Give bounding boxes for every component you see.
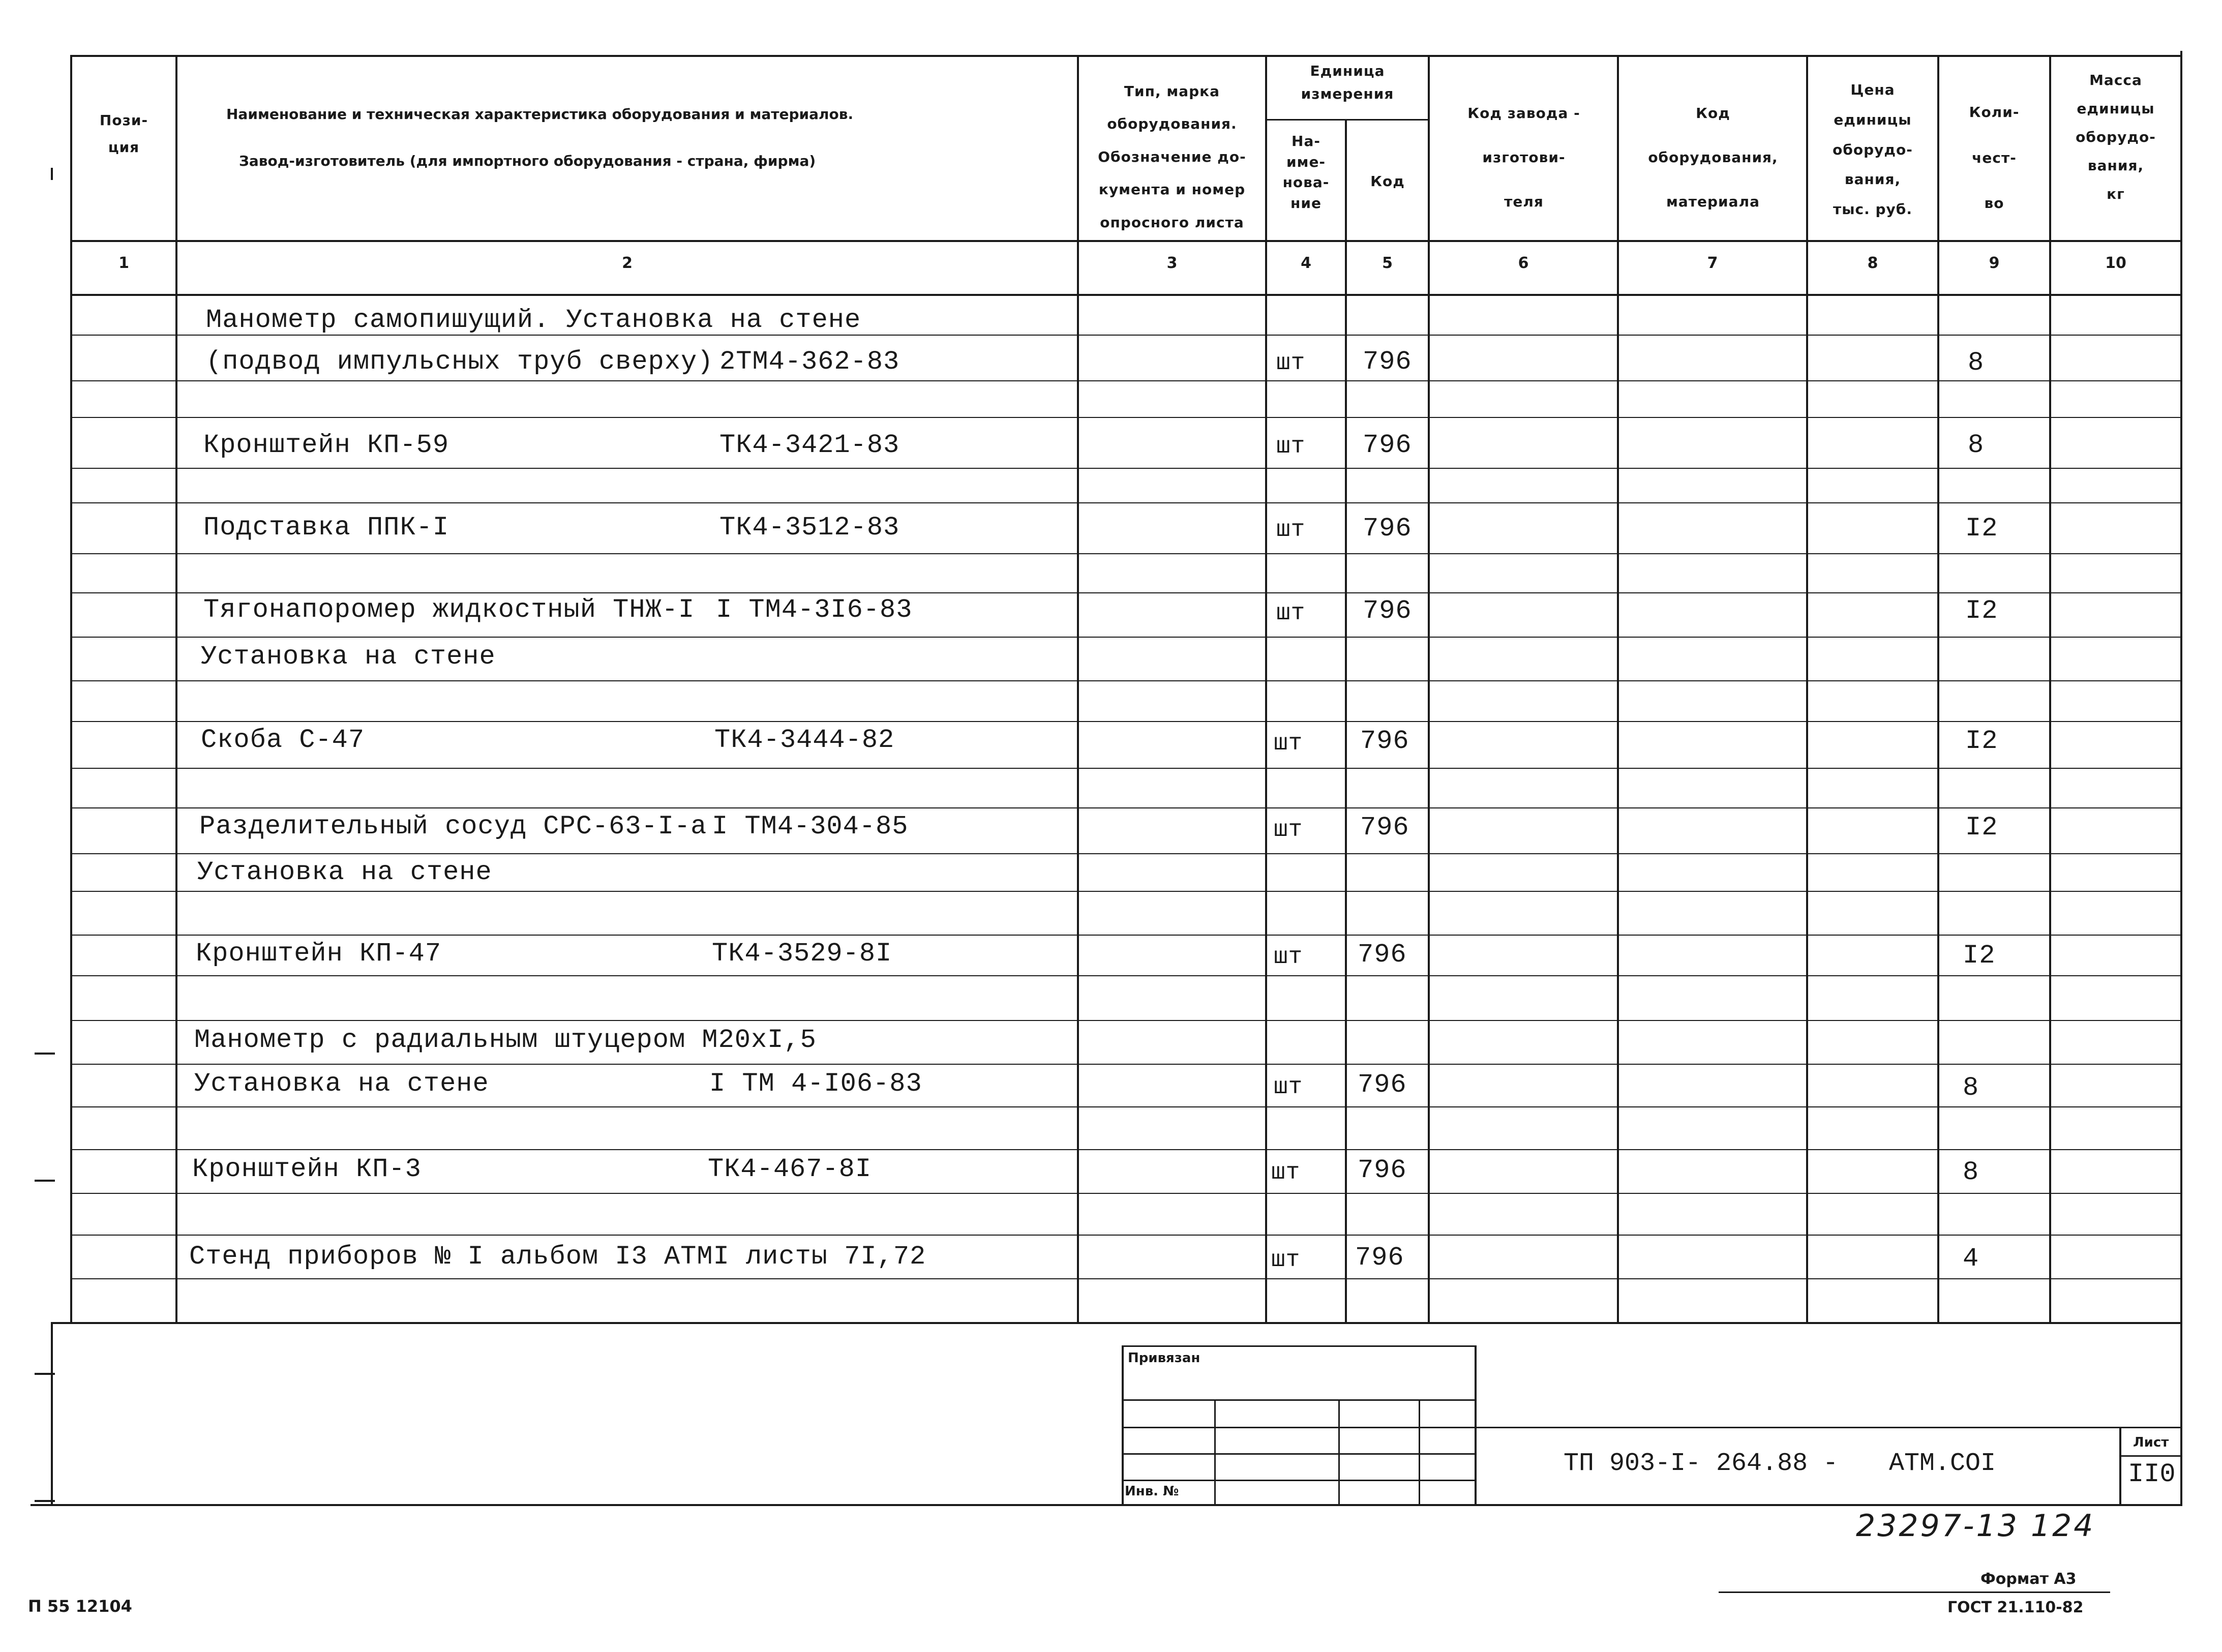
colnum-1: 1 [118, 254, 129, 272]
header-name-line2: Завод-изготовитель (для импортного оборудования - страна, фирма) [239, 153, 816, 169]
row-name: Разделительный сосуд СРС-63-I-а [199, 812, 707, 842]
header-unit-name: На- име- нова- ние [1282, 133, 1330, 212]
row-name: Подставка ППК-I [203, 513, 449, 543]
header-unit-group: Единица измерения [1301, 63, 1394, 102]
row-unit: шт [1274, 817, 1303, 843]
row-doc: ТК4-3529-8I [712, 939, 892, 969]
stamp-privyazan-label: Привязан [1128, 1350, 1200, 1366]
row-name: Кронштейн КП-59 [203, 430, 449, 460]
colnum-7: 7 [1707, 254, 1718, 272]
row-doc: ТК4-3512-83 [719, 513, 900, 543]
row-name: Установка на стене [201, 642, 496, 672]
row-doc: 2ТМ4-362-83 [719, 347, 900, 377]
row-qty: 8 [1968, 430, 1985, 460]
row-code: 796 [1358, 1070, 1407, 1100]
row-doc: ТК4-3421-83 [719, 430, 900, 460]
header-type-doc: Тип, марка оборудования. Обозначение до- кумента и номер опросного листа [1098, 83, 1246, 231]
header-price: Цена единицы оборудо- вания, тыс. руб. [1833, 81, 1913, 218]
row-unit: шт [1271, 1159, 1301, 1186]
colnum-4: 4 [1301, 254, 1311, 272]
row-name: Манометр с радиальным штуцером М20хI,5 [194, 1025, 817, 1055]
row-code: 796 [1363, 596, 1412, 626]
stamp-inv-no-label: Инв. № [1125, 1484, 1179, 1499]
colnum-8: 8 [1867, 254, 1878, 272]
row-doc: I ТМ 4-I06-83 [709, 1069, 922, 1099]
row-name: Скоба С-47 [201, 725, 365, 755]
row-doc: ТК4-467-8I [708, 1154, 872, 1184]
row-name: Стенд приборов № I альбом I3 АТМI листы 7I,72 [189, 1242, 926, 1272]
footer-left-code: П 55 12104 [28, 1597, 132, 1616]
row-name: Кронштейн КП-47 [196, 939, 442, 969]
row-code: 796 [1363, 430, 1412, 460]
row-code: 796 [1355, 1243, 1404, 1273]
row-name: Манометр самопишущий. Установка на стене [206, 305, 861, 335]
stamp-sheet-label: Лист [2133, 1435, 2169, 1450]
row-unit: шт [1276, 433, 1306, 460]
row-qty: I2 [1965, 813, 1998, 843]
title-block [0, 1322, 2222, 1525]
header-name-line1: Наименование и техническая характеристика оборудования и материалов. [226, 106, 854, 123]
row-qty: 8 [1963, 1073, 1979, 1103]
row-name: Установка на стене [197, 857, 492, 887]
row-qty: 4 [1963, 1244, 1979, 1274]
header-mass: Масса единицы оборудо- вания, кг [2076, 72, 2156, 202]
row-unit: шт [1276, 517, 1306, 543]
colnum-9: 9 [1989, 254, 2000, 272]
footer-gost: ГОСТ 21.110-82 [1947, 1599, 2084, 1616]
handwritten-number: 23297-13 124 [1856, 1508, 2095, 1544]
header-unit-code: Код [1370, 173, 1405, 190]
row-name: Установка на стене [194, 1069, 489, 1099]
row-unit: шт [1271, 1247, 1301, 1273]
stamp-designation: ТП 903-I- 264.88 - [1564, 1449, 1839, 1478]
row-name: Тягонапоромер жидкостный ТНЖ-I [203, 595, 695, 625]
colnum-3: 3 [1166, 254, 1178, 272]
header-position: Пози- ция [99, 112, 148, 156]
colnum-2: 2 [622, 254, 633, 272]
row-code: 796 [1358, 1155, 1407, 1185]
row-code: 796 [1360, 726, 1409, 756]
row-doc: I ТМ4-3I6-83 [716, 595, 913, 625]
row-qty: I2 [1965, 596, 1998, 626]
row-code: 796 [1360, 813, 1409, 843]
row-code: 796 [1358, 940, 1407, 970]
row-unit: шт [1274, 730, 1303, 757]
row-code: 796 [1363, 347, 1412, 377]
footer-format: Формат А3 [1980, 1570, 2077, 1588]
stamp-sheet-number: II0 [2128, 1459, 2176, 1489]
row-qty: 8 [1968, 348, 1985, 378]
row-qty: I2 [1965, 726, 1998, 756]
row-code: 796 [1363, 514, 1412, 544]
row-doc: ТК4-3444-82 [714, 725, 895, 755]
header-equipment-code: Код оборудования, материала [1648, 105, 1778, 210]
row-name: Кронштейн КП-3 [192, 1154, 422, 1184]
colnum-5: 5 [1382, 254, 1393, 272]
row-unit: шт [1274, 1074, 1303, 1100]
row-unit: шт [1276, 600, 1306, 626]
row-qty: 8 [1963, 1157, 1979, 1187]
colnum-6: 6 [1518, 254, 1529, 272]
row-name: (подвод импульсных труб сверху) [206, 347, 714, 377]
row-unit: шт [1276, 350, 1306, 376]
row-unit: шт [1274, 944, 1303, 970]
colnum-10: 10 [2105, 254, 2126, 272]
header-quantity: Коли- чест- во [1969, 104, 2020, 212]
row-qty: I2 [1965, 514, 1998, 544]
stamp-mark: АТМ.СОI [1889, 1449, 1996, 1478]
row-qty: I2 [1963, 941, 1996, 971]
row-doc: I ТМ4-304-85 [712, 812, 909, 842]
header-maker-code: Код завода - изготови- теля [1467, 105, 1580, 210]
